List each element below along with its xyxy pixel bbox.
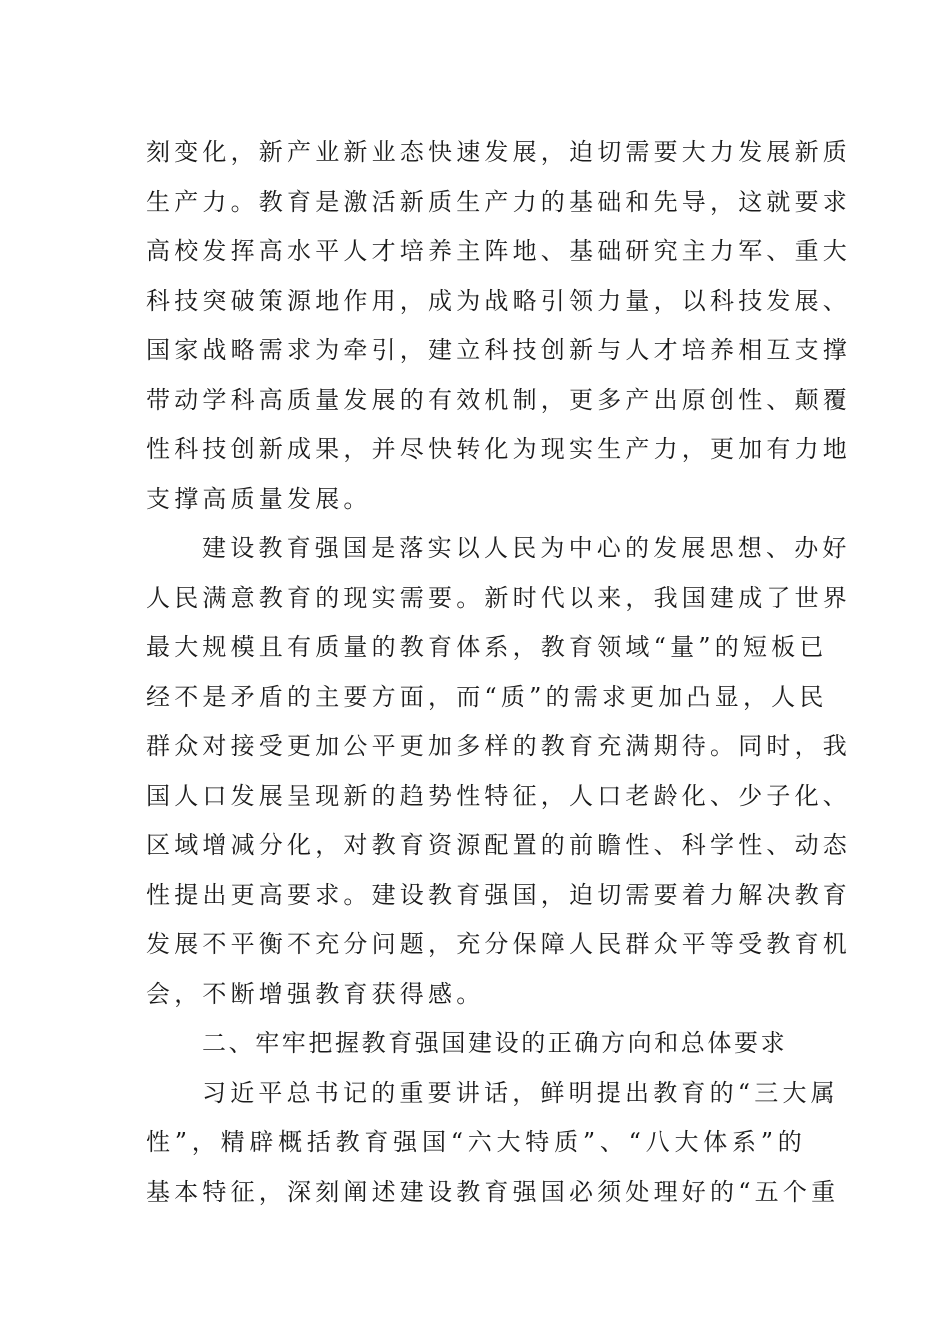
text-line: 性科技创新成果，并尽快转化为现实生产力，更加有力地	[146, 435, 851, 463]
body-text	[146, 128, 851, 1217]
text-line: 性提出更高要求。建设教育强国，迫切需要着力解决教育	[146, 880, 851, 909]
text-line: 人民满意教育的现实需要。新时代以来，我国建成了世界	[146, 583, 851, 612]
text-line: 带动学科高质量发展的有效机制，更多产出原创性、颠覆	[146, 385, 851, 414]
text-line: 科技突破策源地作用，成为战略引领力量，以科技发展、	[146, 286, 851, 315]
paragraph-first-line: 习近平总书记的重要讲话，鲜明提出教育的“三大属	[202, 1078, 839, 1107]
text-line: 基本特征，深刻阐述建设教育强国必须处理好的“五个重	[146, 1177, 840, 1206]
text-line: 区域增减分化，对教育资源配置的前瞻性、科学性、动态	[146, 831, 851, 859]
text-line: 会，不断增强教育获得感。	[146, 979, 485, 1008]
text-line: 刻变化，新产业新业态快速发展，迫切需要大力发展新质	[146, 138, 851, 166]
text-line: 发展不平衡不充分问题，充分保障人民群众平等受教育机	[146, 930, 851, 958]
paragraph-first-line: 建设教育强国是落实以人民为中心的发展思想、办好	[202, 534, 851, 562]
text-line: 群众对接受更加公平更加多样的教育充满期待。同时，我	[146, 732, 851, 760]
text-line: 国人口发展呈现新的趋势性特征，人口老龄化、少子化、	[146, 781, 851, 810]
text-line: 性”，精辟概括教育强国“六大特质”、“八大体系”的	[146, 1128, 806, 1156]
text-line: 支撑高质量发展。	[146, 484, 372, 513]
text-line: 生产力。教育是激活新质生产力的基础和先导，这就要求	[146, 187, 851, 216]
text-line: 高校发挥高水平人才培养主阵地、基础研究主力军、重大	[146, 237, 851, 265]
text-line: 经不是矛盾的主要方面，而“质”的需求更加凸显，人民	[146, 682, 828, 711]
text-line: 国家战略需求为牵引，建立科技创新与人才培养相互支撑	[146, 336, 851, 364]
section-heading: 二、牢牢把握教育强国建设的正确方向和总体要求	[202, 1029, 788, 1057]
text-line: 最大规模且有质量的教育体系，教育领域“量”的短板已	[146, 633, 828, 661]
